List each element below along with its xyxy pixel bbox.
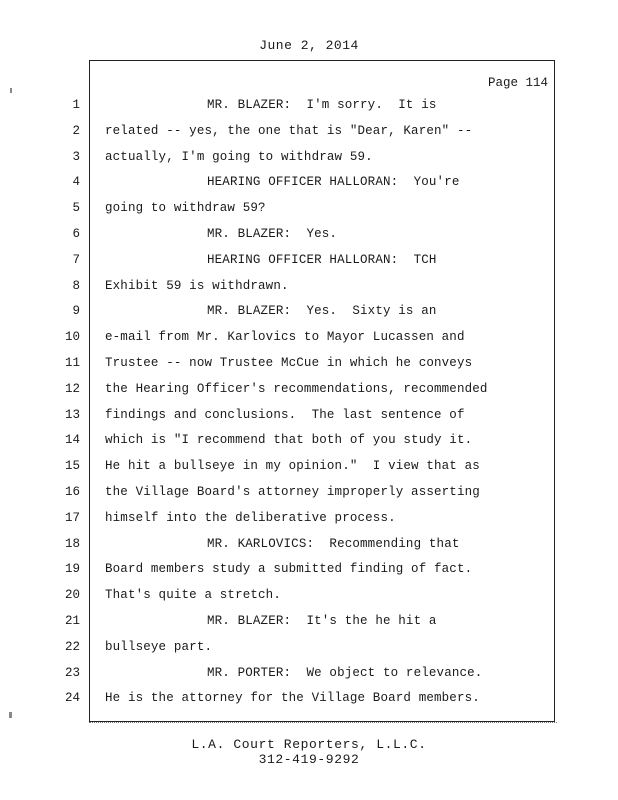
transcript-line bbox=[0, 302, 618, 328]
transcript-line bbox=[0, 689, 618, 715]
line-number: 13 bbox=[64, 407, 80, 422]
transcript-line bbox=[0, 199, 618, 225]
line-text: going to withdraw 59? bbox=[105, 201, 266, 216]
line-text: MR. BLAZER: Yes. Sixty is an bbox=[207, 304, 437, 319]
line-number: 4 bbox=[72, 175, 80, 190]
scan-speck bbox=[10, 88, 12, 93]
line-text: findings and conclusions. The last sentence of bbox=[105, 407, 465, 422]
line-number: 20 bbox=[64, 588, 80, 603]
line-number: 12 bbox=[64, 381, 80, 396]
line-number: 19 bbox=[64, 562, 80, 577]
transcript-line bbox=[0, 380, 618, 406]
transcript-lines bbox=[0, 96, 618, 715]
transcript-line bbox=[0, 225, 618, 251]
line-number: 3 bbox=[72, 149, 80, 164]
footer-company: L.A. Court Reporters, L.L.C. bbox=[191, 737, 427, 752]
line-number: 1 bbox=[72, 98, 80, 112]
line-number: 22 bbox=[64, 639, 80, 654]
scan-speck bbox=[9, 712, 12, 718]
transcript-line bbox=[0, 406, 618, 432]
line-text: Board members study a submitted finding of fact. bbox=[105, 562, 473, 577]
transcript-line bbox=[0, 96, 618, 122]
line-text: the Hearing Officer's recommendations, recommended bbox=[105, 381, 488, 396]
line-number: 2 bbox=[72, 123, 80, 138]
transcript-line bbox=[0, 638, 618, 664]
line-number: 15 bbox=[64, 459, 80, 474]
page-number-label: Page 114 bbox=[487, 76, 548, 90]
line-number: 7 bbox=[72, 252, 80, 267]
line-number: 9 bbox=[72, 304, 80, 319]
line-number: 17 bbox=[64, 510, 80, 525]
transcript-line bbox=[0, 251, 618, 277]
line-number: 10 bbox=[64, 330, 80, 345]
line-text: MR. BLAZER: I'm sorry. It is bbox=[207, 98, 437, 112]
frame-bottom-edge bbox=[89, 722, 557, 725]
line-text: e-mail from Mr. Karlovics to Mayor Lucassen and bbox=[105, 330, 465, 345]
transcript-line bbox=[0, 535, 618, 561]
transcript-line bbox=[0, 277, 618, 303]
line-number: 24 bbox=[64, 691, 80, 706]
line-text: MR. KARLOVICS: Recommending that bbox=[207, 536, 460, 551]
line-number: 8 bbox=[72, 278, 80, 293]
line-text: himself into the deliberative process. bbox=[105, 510, 396, 525]
transcript-line bbox=[0, 173, 618, 199]
transcript-line bbox=[0, 354, 618, 380]
transcript-line bbox=[0, 431, 618, 457]
line-text: Exhibit 59 is withdrawn. bbox=[105, 278, 289, 293]
transcript-line bbox=[0, 148, 618, 174]
line-number: 5 bbox=[72, 201, 80, 216]
transcript-line bbox=[0, 612, 618, 638]
line-text: MR. PORTER: We object to relevance. bbox=[207, 665, 483, 680]
line-text: related -- yes, the one that is "Dear, Karen" -- bbox=[105, 123, 473, 138]
line-number: 23 bbox=[64, 665, 80, 680]
footer-phone: 312-419-9292 bbox=[258, 752, 360, 767]
line-text: He is the attorney for the Village Board members. bbox=[105, 691, 480, 706]
transcript-line bbox=[0, 664, 618, 690]
line-text: bullseye part. bbox=[105, 639, 213, 654]
transcript-line bbox=[0, 560, 618, 586]
line-number: 16 bbox=[64, 484, 80, 499]
line-text: which is "I recommend that both of you study it. bbox=[105, 433, 473, 448]
transcript-line bbox=[0, 122, 618, 148]
line-text: the Village Board's attorney improperly asserting bbox=[105, 484, 480, 499]
line-text: Trustee -- now Trustee McCue in which he conveys bbox=[105, 355, 473, 370]
transcript-line bbox=[0, 586, 618, 612]
transcript-line bbox=[0, 509, 618, 535]
transcript-line bbox=[0, 328, 618, 354]
line-text: HEARING OFFICER HALLORAN: You're bbox=[207, 175, 460, 190]
line-text: HEARING OFFICER HALLORAN: TCH bbox=[207, 252, 437, 267]
line-text: MR. BLAZER: Yes. bbox=[207, 226, 338, 241]
line-number: 18 bbox=[64, 536, 80, 551]
line-number: 6 bbox=[72, 226, 80, 241]
line-number: 11 bbox=[64, 355, 80, 370]
line-text: He hit a bullseye in my opinion." I view that as bbox=[105, 459, 480, 474]
transcript-line bbox=[0, 457, 618, 483]
line-text: MR. BLAZER: It's the he hit a bbox=[207, 613, 437, 628]
line-number: 21 bbox=[64, 613, 80, 628]
transcript-date: June 2, 2014 bbox=[259, 38, 359, 53]
transcript-line bbox=[0, 483, 618, 509]
line-number: 14 bbox=[64, 433, 80, 448]
line-text: That's quite a stretch. bbox=[105, 588, 281, 603]
line-text: actually, I'm going to withdraw 59. bbox=[105, 149, 373, 164]
